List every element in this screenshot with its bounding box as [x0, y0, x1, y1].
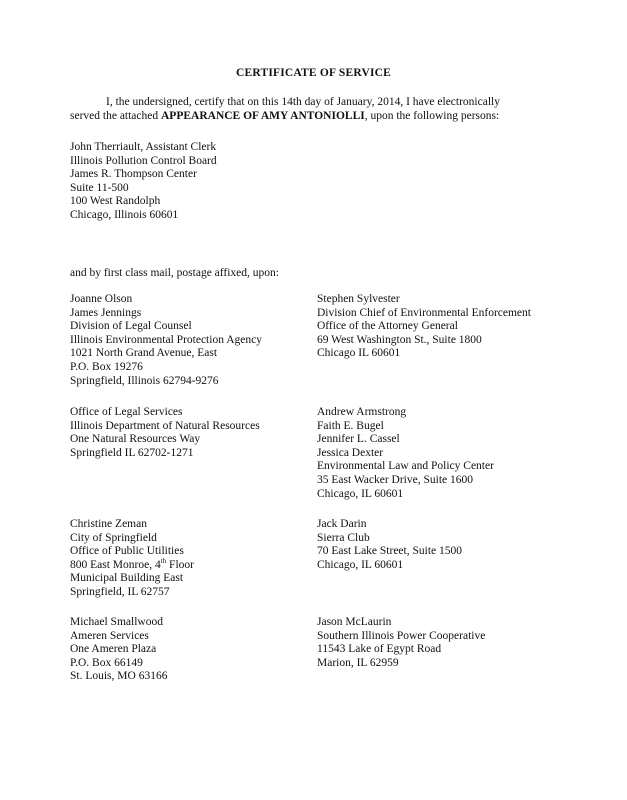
recipient-address-right-1 — [317, 293, 531, 361]
address-line: 1021 North Grand Avenue, East — [70, 347, 218, 360]
address-line: John Therriault, Assistant Clerk — [70, 141, 217, 153]
address-line: James Jennings — [70, 306, 142, 319]
address-line: Jack Darin — [317, 518, 367, 530]
address-line: P.O. Box 19276 — [70, 360, 143, 373]
address-line: Jason McLaurin — [317, 616, 392, 628]
address-line: Ameren Services — [70, 629, 149, 642]
recipient-address-right-2 — [317, 406, 494, 501]
document-title: CERTIFICATE OF SERVICE — [235, 67, 392, 79]
recipient-address-right-4 — [317, 616, 485, 670]
ordinal-suffix: th — [160, 556, 167, 565]
address-line: One Ameren Plaza — [70, 643, 157, 656]
address-line: Southern Illinois Power Cooperative — [317, 629, 486, 642]
address-line: Jessica Dexter — [317, 446, 384, 459]
address-line: Illinois Environmental Protection Agency — [70, 333, 262, 346]
certification-line-2-post: , upon the following persons: — [364, 109, 500, 122]
certification-line-1: I, the undersigned, certify that on this 14th day of January, 2014, I have electronically — [106, 96, 500, 108]
electronic-recipient-address — [70, 141, 217, 223]
address-line: 100 West Randolph — [70, 195, 161, 208]
address-line: 35 East Wacker Drive, Suite 1600 — [317, 473, 473, 486]
recipient-address-left-4 — [70, 616, 167, 684]
address-line: Christine Zeman — [70, 518, 147, 530]
certification-paragraph — [70, 96, 550, 123]
recipient-address-left-2 — [70, 406, 260, 460]
address-line: Stephen Sylvester — [317, 293, 400, 305]
address-line: Municipal Building East — [70, 572, 184, 585]
address-line: Springfield, IL 62757 — [70, 585, 170, 598]
address-line: Jennifer L. Cassel — [317, 433, 400, 446]
address-line: Illinois Pollution Control Board — [70, 154, 217, 167]
certification-line-2-pre: served the attached — [70, 109, 161, 122]
certification-line-2 — [70, 110, 550, 124]
address-line: Office of Public Utilities — [70, 545, 184, 558]
address-line: Marion, IL 62959 — [317, 656, 399, 669]
address-line: 11543 Lake of Egypt Road — [317, 643, 442, 656]
address-line: Andrew Armstrong — [317, 406, 407, 418]
address-line: P.O. Box 66149 — [70, 656, 143, 669]
address-line: Office of the Attorney General — [317, 320, 458, 333]
first-class-mail-statement: and by first class mail, postage affixed, upon: — [70, 267, 279, 279]
address-line: Springfield IL 62702-1271 — [70, 446, 194, 459]
address-line: 69 West Washington St., Suite 1800 — [317, 333, 482, 346]
address-street-pre: 800 East Monroe, 4 — [70, 558, 161, 571]
address-line — [70, 556, 194, 573]
address-line: 70 East Lake Street, Suite 1500 — [317, 545, 462, 558]
address-line: St. Louis, MO 63166 — [70, 670, 168, 683]
address-line: City of Springfield — [70, 531, 157, 544]
address-line: Chicago, IL 60601 — [317, 558, 404, 571]
address-line: Suite 11-500 — [70, 181, 129, 194]
address-line: Joanne Olson — [70, 293, 133, 305]
address-line: Springfield, Illinois 62794-9276 — [70, 374, 219, 387]
address-line: Division Chief of Environmental Enforcement — [317, 306, 531, 319]
recipient-address-right-3 — [317, 518, 462, 572]
address-line: Division of Legal Counsel — [70, 320, 192, 333]
served-document-name: APPEARANCE OF AMY ANTONIOLLI — [161, 109, 365, 122]
recipient-address-left-1 — [70, 293, 262, 388]
address-line: James R. Thompson Center — [70, 168, 197, 181]
address-line: One Natural Resources Way — [70, 433, 201, 446]
address-line: Illinois Department of Natural Resources — [70, 419, 260, 432]
address-line: Environmental Law and Policy Center — [317, 460, 494, 473]
address-line: Chicago, IL 60601 — [317, 487, 404, 500]
address-line: Faith E. Bugel — [317, 419, 384, 432]
address-line: Chicago, Illinois 60601 — [70, 208, 179, 221]
address-line: Michael Smallwood — [70, 616, 163, 628]
address-line: Chicago IL 60601 — [317, 347, 401, 360]
address-line: Sierra Club — [317, 531, 370, 544]
recipient-address-left-3 — [70, 518, 194, 600]
address-line: Office of Legal Services — [70, 406, 183, 418]
address-street-post: Floor — [166, 558, 194, 571]
